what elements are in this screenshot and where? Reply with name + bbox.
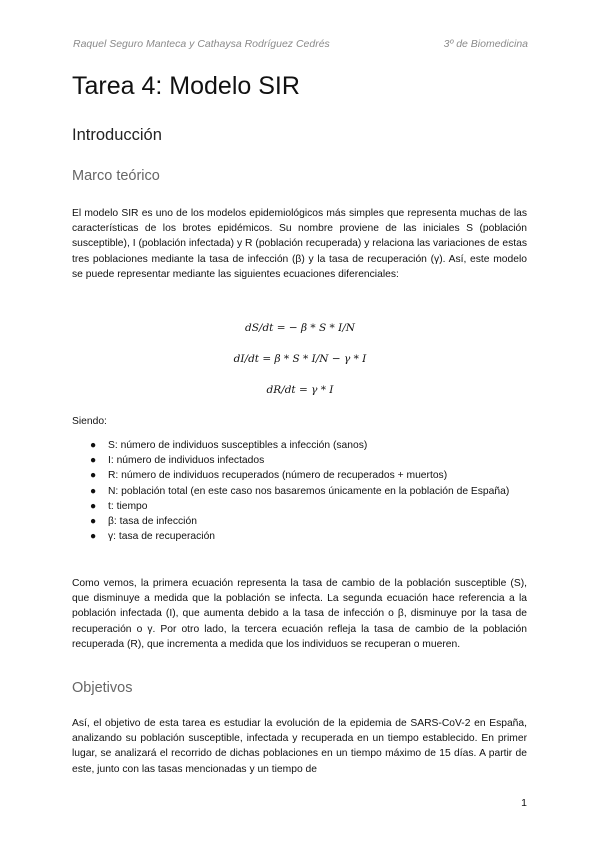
section-heading-introduccion: Introducción [72,126,162,144]
list-item: ● N: población total (en este caso nos basaremos únicamente en la población de España) [72,484,527,499]
equation-ds-dt: dS/dt = − β * S * I/N [245,322,355,334]
definitions-list [72,438,527,544]
bullet-icon: ● [90,440,97,451]
siendo-label: Siendo: [72,416,107,427]
list-item: ● t: tiempo [72,499,527,514]
page-number: 1 [521,797,527,809]
explanation-paragraph: Como vemos, la primera ecuación representa la tasa de cambio de la población susceptible (S), que disminuye a medida que la población se infecta. La segunda ecuación hace referencia a la población infectada (I), que aumenta debido a la tasa de infección o β, disminuye por la tasa de recuperación o γ. Por otro lado, la tercera ecuación refleja la tasa de cambio de la población recuperada (R), que incrementa a medida que los individuos se recuperan o mueren. [72,578,527,650]
list-item: ● R: número de individuos recuperados (número de recuperados + muertos) [72,468,527,483]
list-item: ● S: número de individuos susceptibles a infección (sanos) [72,438,527,453]
objetivos-paragraph: Así, el objetivo de esta tarea es estudiar la evolución de la epidemia de SARS-CoV-2 en España, analizando su población susceptible, infectada y recuperada en un tiempo establecido. En primer lugar, se analizará el recorrido de dichas poblaciones en un tiempo máximo de 15 días. A partir de este, junto con las tasas mencionadas y un tiempo de [72,718,527,775]
bullet-icon: ● [90,470,97,482]
document-title: Tarea 4: Modelo SIR [72,72,300,100]
list-item: ● γ: tasa de recuperación [72,529,527,544]
equation-dr-dt: dR/dt = γ * I [266,384,334,396]
subsection-heading-marco-teorico: Marco teórico [72,168,160,184]
list-item: ● I: número de individuos infectados [72,453,527,468]
header-authors: Raquel Seguro Manteca y Cathaysa Rodríguez Cedrés [73,38,330,50]
subsection-heading-objetivos: Objetivos [72,680,133,696]
bullet-icon: ● [90,455,97,467]
list-item: ● β: tasa de infección [72,514,527,529]
intro-paragraph: El modelo SIR es uno de los modelos epidemiológicos más simples que representa muchas de las características de los brotes epidémicos. Su nombre proviene de las iniciales S (población susceptible), I (población infectada) y R (población recuperada) y relaciona las variaciones de estas tres poblaciones mediante la tasa de infección (β) y la tasa de recuperación (γ). Así, este modelo se puede representar mediante las siguientes ecuaciones diferenciales: [72,208,527,280]
bullet-icon: ● [90,485,97,497]
bullet-icon: ● [90,500,97,512]
bullet-icon: ● [90,531,97,543]
equation-di-dt: dI/dt = β * S * I/N − γ * I [233,353,367,365]
bullet-icon: ● [90,516,97,528]
header-course: 3º de Biomedicina [443,38,528,50]
